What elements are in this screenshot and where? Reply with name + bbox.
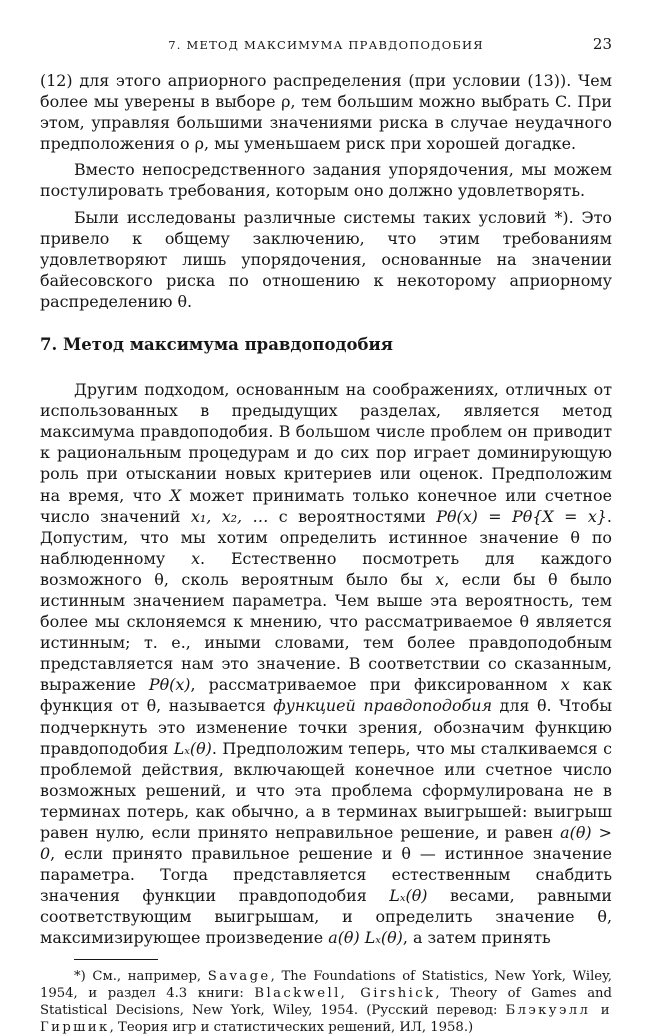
- text-run: с вероятностями: [268, 506, 437, 526]
- text-run: . Предположим теперь, что мы сталкиваемся с проблемой действия, включающей конечное или счетное число возможных решений, и что эта проблема сформулирована не в терминах потерь, как обычно, а в терминах выигрышей: выигрыш равен нулю, если принято неправильное решение, и равен: [40, 738, 612, 842]
- paragraph-ordering: Вместо непосредственного задания упорядочения, мы можем постулировать требования, которым оно должно удовлетворять.: [40, 160, 612, 201]
- running-head: [40, 34, 612, 54]
- author-names: Blackwell, Girshick: [254, 985, 436, 1001]
- author-names-ru: Блэкуэлл и Гиршик: [40, 1002, 612, 1035]
- text-run: *) См., например,: [74, 968, 208, 984]
- math-expr: Lₓ(θ): [389, 886, 428, 906]
- math-var: X: [169, 485, 182, 505]
- text-run: . Естественно посмотреть для каждого возможного θ, сколь вероятным было бы: [40, 548, 612, 589]
- text-run: для θ. Чтобы подчеркнуть это изменение точки зрения, обозначим функцию правдоподобия: [40, 696, 613, 758]
- math-expr: x₁, x₂, …: [190, 506, 269, 526]
- running-title: 7. МЕТОД МАКСИМУМА ПРАВДОПОДОБИЯ: [168, 38, 484, 52]
- text-run: , если принято правильное решение и θ — истинное значение параметра. Тогда представляется естественным снабдить значения функции правдоподобия: [40, 844, 612, 906]
- author-name: Savage: [207, 968, 271, 984]
- math-expr: Pθ(x): [148, 675, 191, 695]
- paragraph-conditions: Были исследованы различные системы таких условий *). Это привело к общему заключению, что этим требованиям удовлетворяют лишь упорядочения, основанные на значении байесовского риска по отношению к некоторому априорному распределению θ.: [40, 207, 612, 311]
- text-run: . Допустим, что мы хотим определить истинное значение θ по наблюденному: [40, 506, 612, 568]
- text-run: Другим подходом, основанным на соображениях, отличных от использованных в предыдущих разделах, является метод максимума правдоподобия. В большом числе проблем он приводит к рациональным процедурам и до сих пор играет доминирующую роль при отыскании новых критериев или оценок. Предположим на время, что: [40, 380, 612, 505]
- math-var: x: [560, 675, 570, 695]
- section-heading: 7. Метод максимума правдоподобия: [40, 335, 393, 355]
- math-expr: a(θ) > 0: [40, 823, 612, 864]
- footnote: [40, 968, 612, 1036]
- text-run: весами, равными соответствующим выигрышам, и определить значение θ, максимизирующее произведение: [40, 886, 612, 948]
- math-expr: Lₓ(θ): [173, 738, 212, 758]
- text-run: , Theory of Games and Statistical Decisions, New York, Wiley, 1954. (Русский перевод:: [40, 985, 612, 1018]
- math-expr: Pθ(x) = Pθ{X = x}: [436, 506, 607, 526]
- page-number: 23: [592, 35, 612, 53]
- text-run: , The Foundations of Statistics, New York, Wiley, 1954, и раздел 4.3 книги:: [40, 968, 612, 1001]
- math-var: x: [191, 548, 201, 568]
- paragraph-continuation: (12) для этого априорного распределения (при условии (13)). Чем более мы уверены в выборе ρ, тем большим можно выбрать C. При этом, управляя большими значениями риска в случае неудачного предположения о ρ, мы уменьшаем риск при хорошей догадке.: [40, 71, 612, 154]
- paragraph-max-likelihood: [40, 379, 612, 949]
- text-run: , Теория игр и статистических решений, ИЛ, 1958.): [109, 1019, 474, 1035]
- footnote-rule: [74, 959, 158, 960]
- text-run: , рассматриваемое при фиксированном: [190, 675, 561, 695]
- text-run: как функция от θ, называется: [40, 675, 613, 716]
- text-run: , если бы θ было истинным значением параметра. Чем выше эта вероятность, тем более мы склоняемся к мнению, что рассматриваемое θ является истинным; т. е., иными словами, тем более правдоподобным представляется нам это значение. В соответствии со сказанным, выражение: [40, 569, 612, 695]
- math-var: x: [435, 569, 445, 589]
- term-likelihood: функцией правдоподобия: [273, 696, 492, 716]
- text-run: , а затем принять: [402, 928, 551, 948]
- math-expr: a(θ) Lₓ(θ): [328, 928, 403, 948]
- text-body: [40, 70, 612, 1036]
- text-run: может принимать только конечное или счетное число значений: [40, 485, 612, 526]
